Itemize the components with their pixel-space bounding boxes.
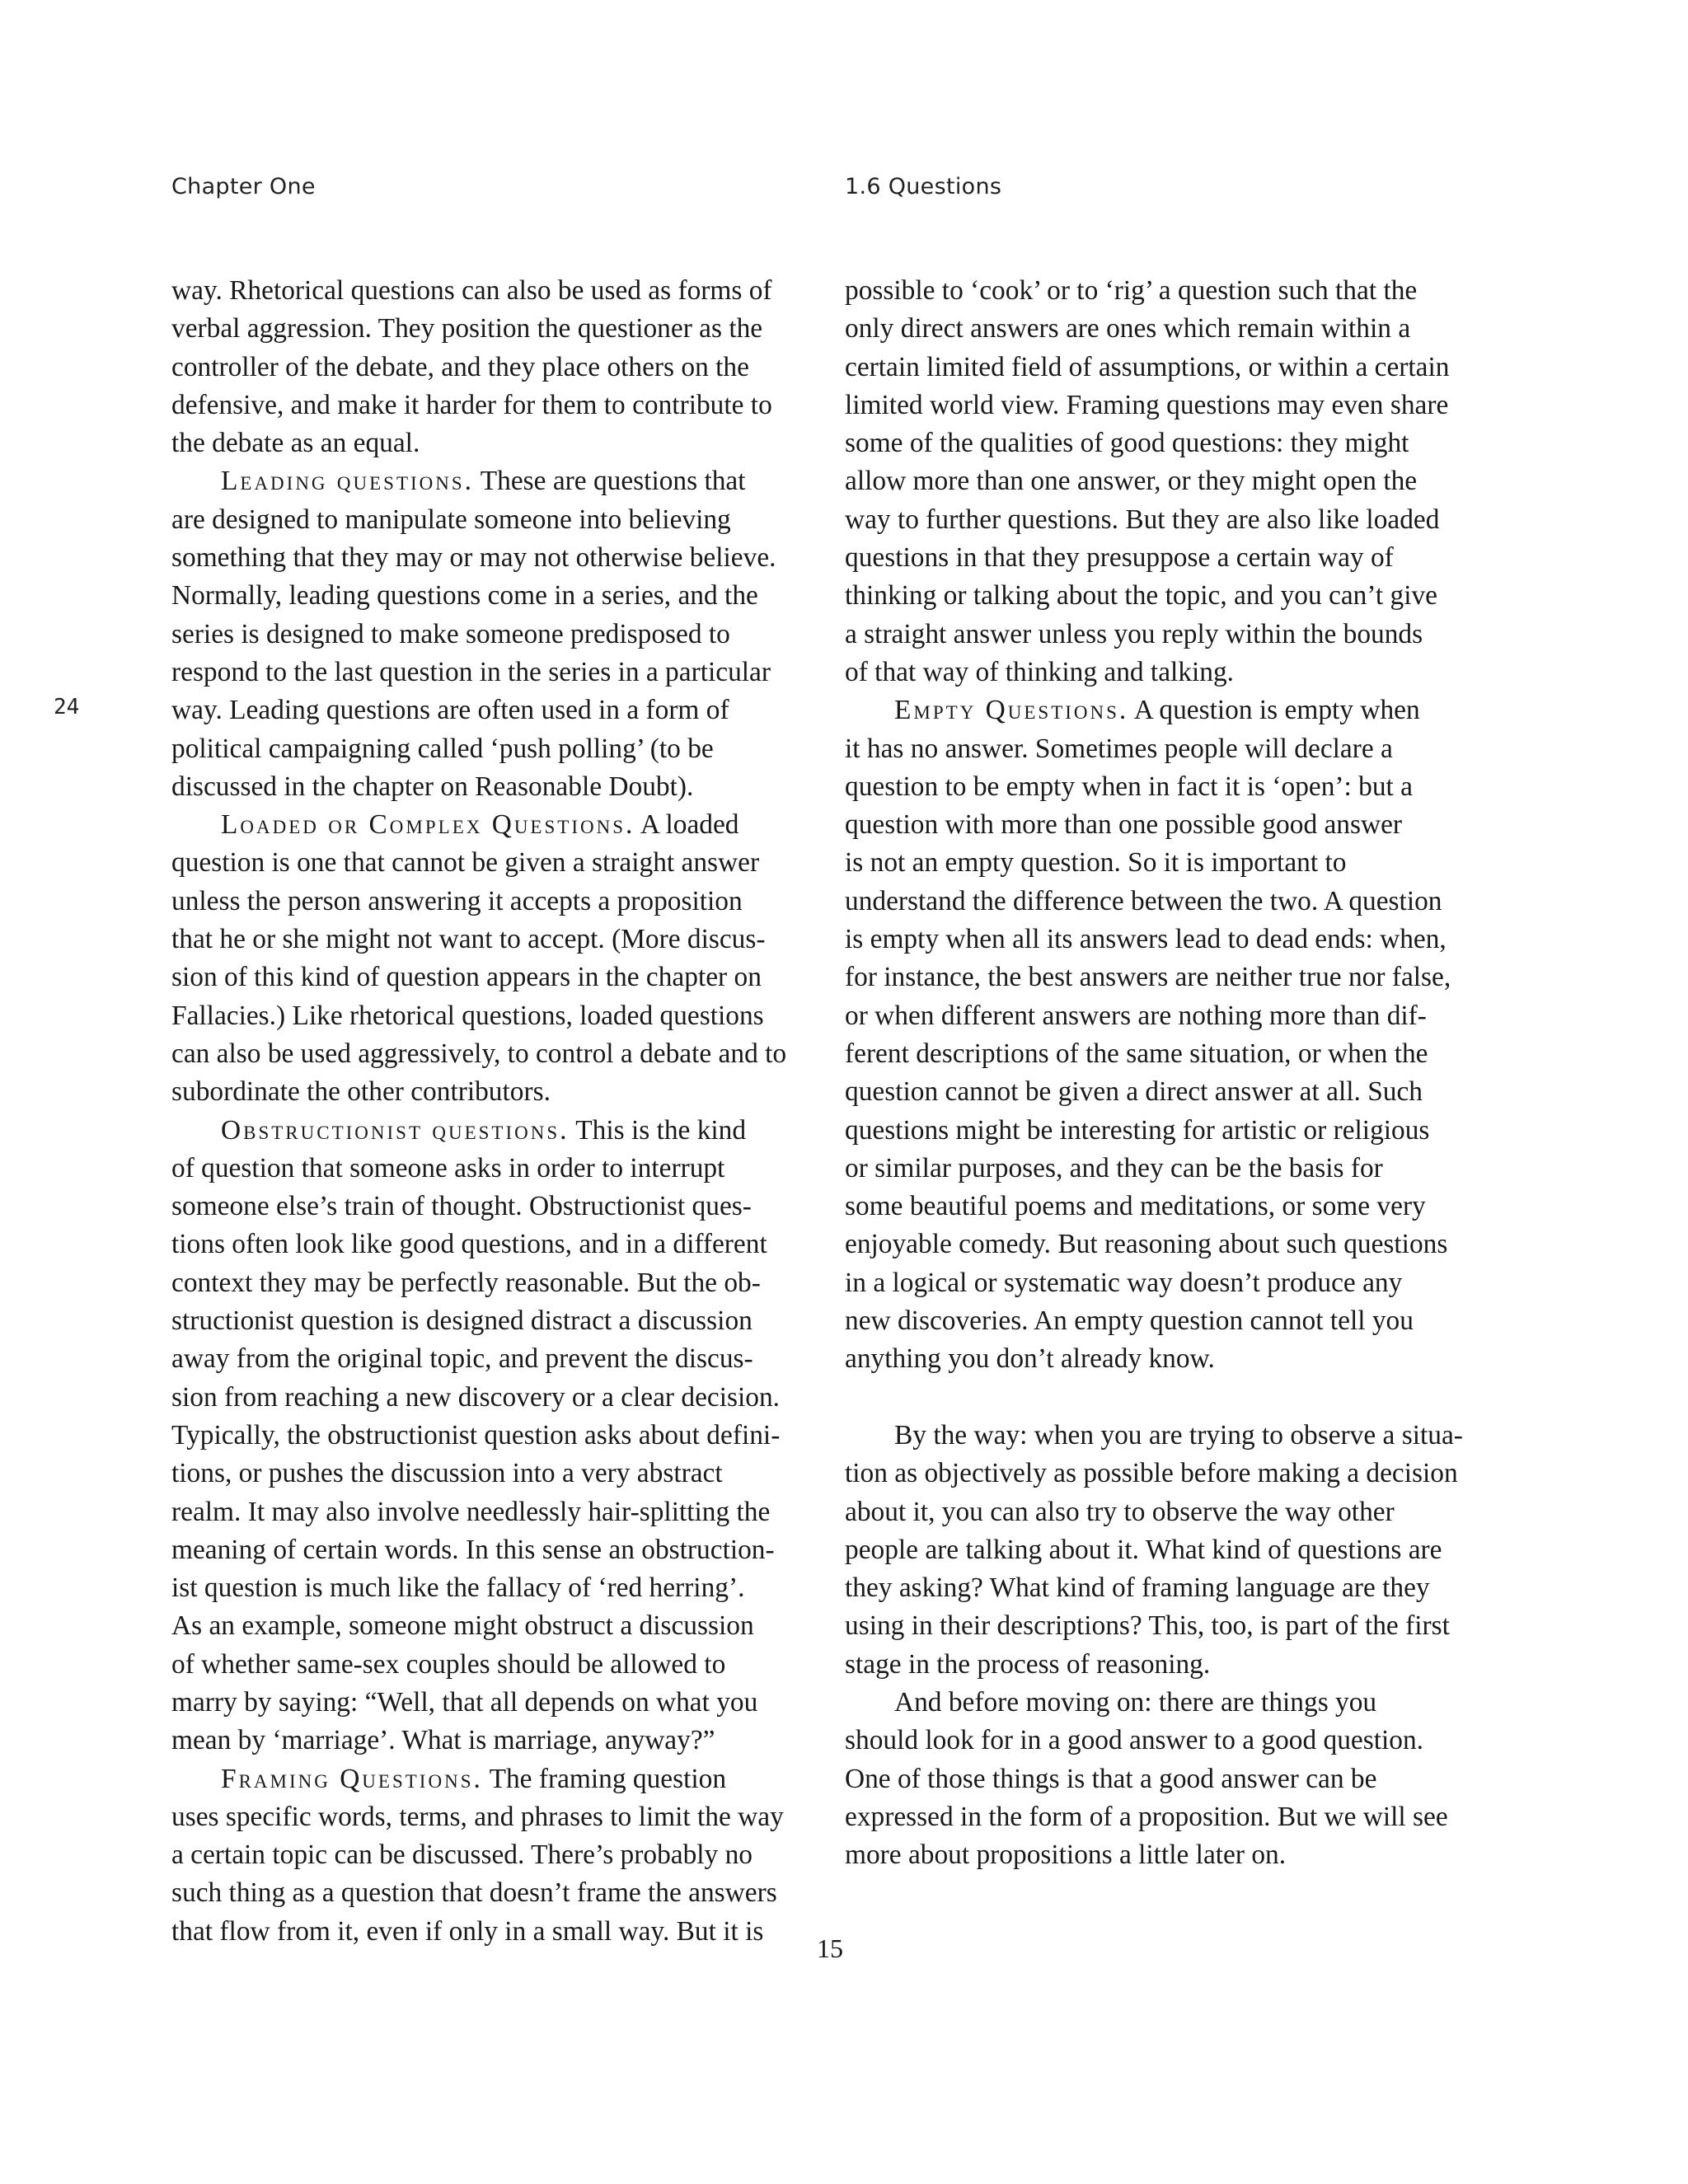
paragraph: possible to ‘cook’ or to ‘rig’ a question such that the only direct answers are ones which remain within a certain limited field of assumptions, or within a certain limited world view. Framing questions may even share some of the qualities of good questions: they might allow more than one answer, or they might open the way to further questions. But they are also like loaded questions in that they presuppose a certain way of thinking or talking about the topic, and you can’t give a straight answer unless you reply within the bounds of that way of thinking and talking. [845, 275, 1450, 687]
paragraph-leading-questions: Leading questions. These are questions that are designed to manipulate someone into believing something that they may or may not otherwise believe. Normally, leading questions come in a series, and the series is designed to make someone predisposed to respond to the last question in the series in a particular way. Leading questions are often used in a form of political campaigning called ‘push polling’ (to be discussed in the chapter on Reasonable Doubt). [171, 466, 776, 802]
paragraph-framing-questions: Framing Questions. The framing question uses specific words, terms, and phrases to limit the way a certain topic can be discussed. There’s probably no such thing as a question that doesn’t frame the answers that flow from it, even if only in a small way. But it is [171, 1763, 784, 1947]
term-leading-questions: Leading questions. [221, 466, 475, 497]
term-empty-questions: Empty Questions. [894, 695, 1129, 726]
left-text-column [171, 272, 806, 1951]
paragraph-loaded-questions: Loaded or Complex Questions. A loaded question is one that cannot be given a straight answer unless the person answering it accepts a proposition that he or she might not want to accept. (More discus- sion of this kind of question appears in the chapter on Fallacies.) Like rhetorical questions, loaded questions can also be used aggressively, to control a debate and to subordinate the other contributors. [171, 809, 787, 1108]
paragraph-empty-questions: Empty Questions. A question is empty when it has no answer. Sometimes people will declare a question to be empty when in fact it is ‘open’: but a question with more than one possible good answer is not an empty question. So it is important to understand the difference between the two. A question is empty when all its answers lead to dead ends: when, for instance, the best answers are neither true nor false, or when different answers are nothing more than dif- ferent descriptions of the same situation, or when the question cannot be given a direct answer at all. Such questions might be interesting for artistic or religious or similar purposes, and they can be the basis for some beautiful poems and meditations, or some very enjoyable comedy. But reasoning about such questions in a logical or systematic way doesn’t produce any new discoveries. An empty question cannot tell you anything you don’t already know. [845, 695, 1451, 1375]
running-head-section: 1.6 Questions [845, 174, 1002, 199]
paragraph-obstructionist-questions: Obstructionist questions. This is the kind of question that someone asks in order to interrupt someone else’s train of thought. Obstructionist ques- tions often look like good questions, and in a different context they may be perfectly reasonable. But the ob- structionist question is designed distract a discussion away from the original topic, and prevent the discus- sion from reaching a new discovery or a clear decision. Typically, the obstructionist question asks about defini- tions, or pushes the discussion into a very abstract realm. It may also involve needlessly hair-splitting the meaning of certain words. In this sense an obstruction- ist question is much like the fallacy of ‘red herring’. As an example, someone might obstruct a discussion of whether same-sex couples should be allowed to marry by saying: “Well, that all depends on what you mean by ‘marriage’. What is marriage, anyway?” [171, 1114, 781, 1756]
folio-page-number: 15 [817, 1933, 843, 1963]
right-text-column [845, 272, 1479, 1874]
term-loaded-questions: Loaded or Complex Questions. [221, 809, 635, 841]
term-framing-questions: Framing Questions. [221, 1763, 483, 1794]
running-head-chapter: Chapter One [171, 174, 316, 199]
margin-page-number: 24 [54, 695, 80, 719]
paragraph-before-moving-on: And before moving on: there are things you should look for in a good answer to a good question. One of those things is that a good answer can be expressed in the form of a proposition. But we will see more about propositions a little later on. [845, 1686, 1448, 1871]
paragraph-by-the-way: By the way: when you are trying to observe a situa- tion as objectively as possible before making a decision about it, you can also try to observe the way other people are talking about it. What kind of questions are they asking? What kind of framing language are they using in their descriptions? This, too, is part of the first stage in the process of reasoning. [845, 1419, 1463, 1680]
term-obstructionist-questions: Obstructionist questions. [221, 1114, 570, 1146]
paragraph: way. Rhetorical questions can also be used as forms of verbal aggression. They position the questioner as the controller of the debate, and they place others on the defensive, and make it harder for them to contribute to the debate as an equal. [171, 275, 772, 459]
